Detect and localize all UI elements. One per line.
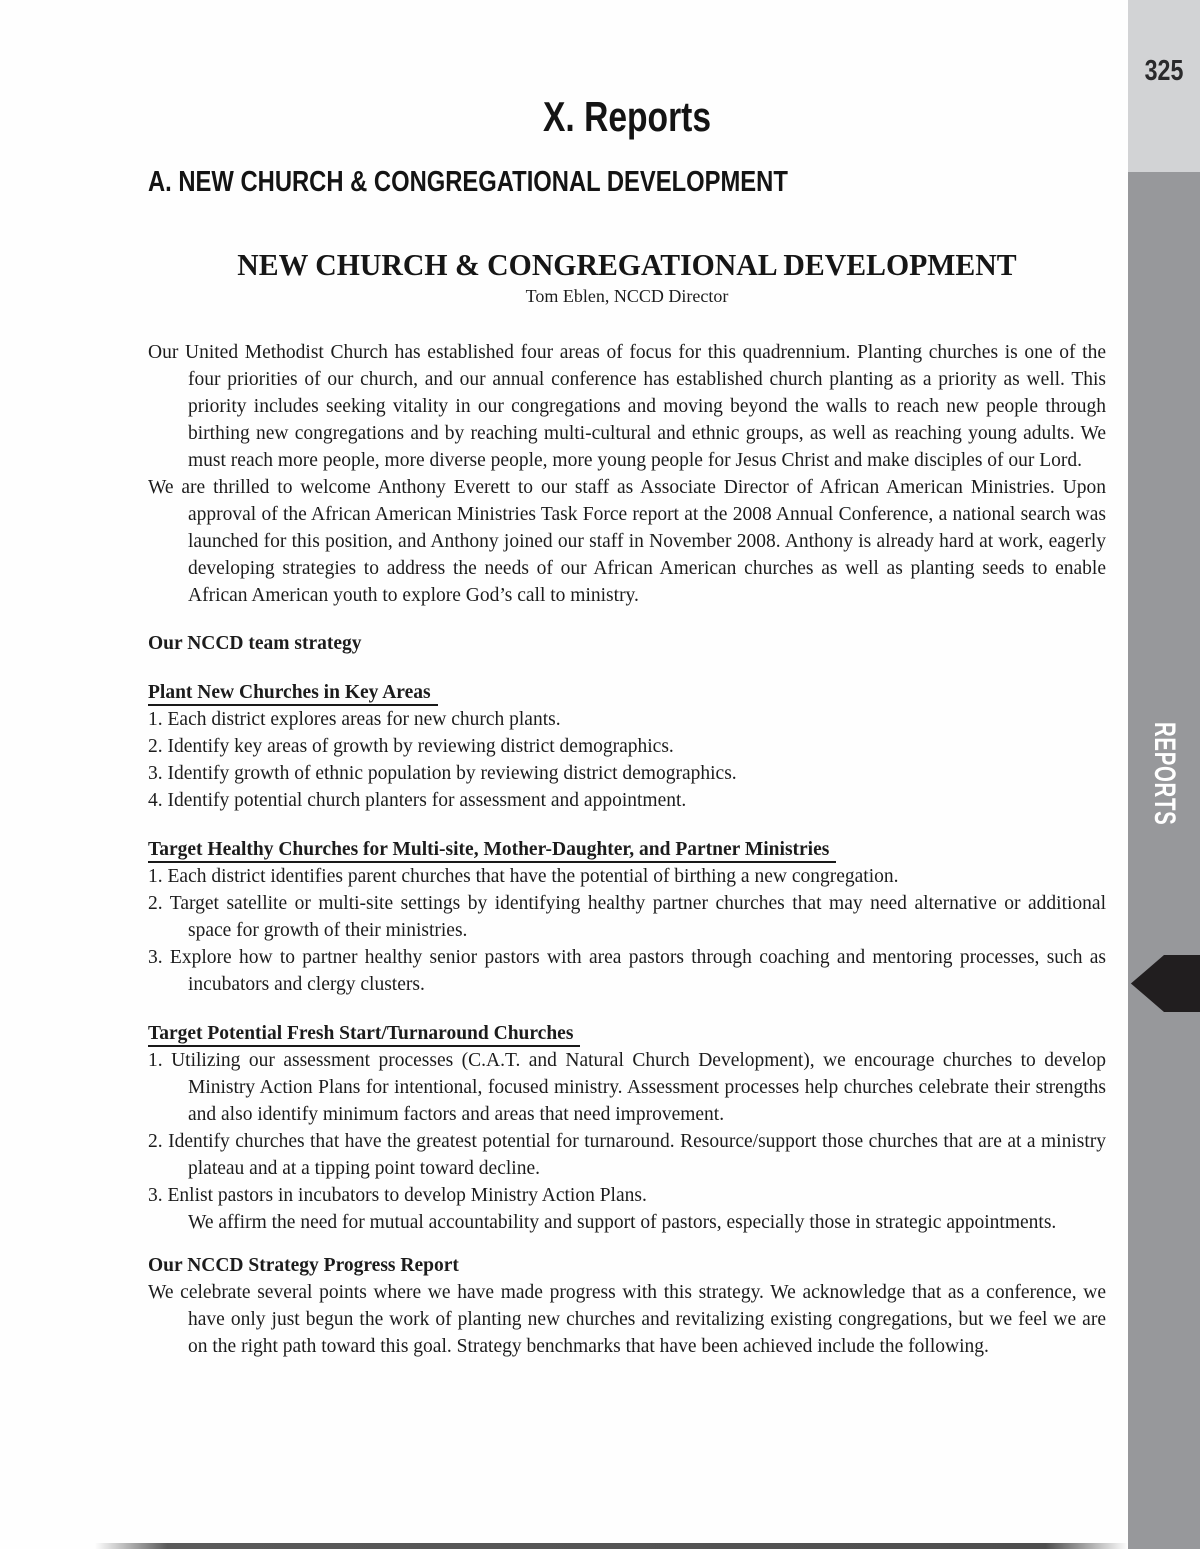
- list-item: 3. Identify growth of ethnic population by reviewing district demographics.: [148, 763, 737, 785]
- subsection-heading-text: Target Healthy Churches for Multi-site, Mother-Daughter, and Partner Ministries: [148, 839, 836, 863]
- left-arrow-icon: [1128, 955, 1200, 1012]
- list-item: 2. Identify churches that have the greatest potential for turnaround. Resource/support those churches that are at a ministry plateau and at a tipping point toward decline.: [148, 1131, 1106, 1180]
- subsection-heading-target-healthy-churches: [148, 836, 1106, 863]
- intro-paragraph-2: We are thrilled to welcome Anthony Everett to our staff as Associate Director of African American Ministries. Upon approval of the African American Ministries Task Force report at the 2008 Annual Conference, a national search was launched for this position, and Anthony joined our staff in November 2008. Anthony is already hard at work, eagerly developing strategies to address the needs of our African American churches as well as planting seeds to enable African American youth to explore God’s call to ministry.: [148, 477, 1106, 607]
- page-edge-tabs: [1128, 0, 1200, 1549]
- list-item: 1. Utilizing our assessment processes (C.A.T. and Natural Church Development), we encourage churches to develop Ministry Action Plans for intentional, focused ministry. Assessment processes help churches celebrate their strengths and also identify minimum factors and areas that need improvement.: [148, 1050, 1106, 1126]
- section-note: We affirm the need for mutual accountability and support of pastors, especially those in strategic appointments.: [188, 1212, 1057, 1234]
- subsection-heading-plant-new-churches: [148, 679, 1106, 706]
- list-item: 3. Enlist pastors in incubators to develop Ministry Action Plans.: [148, 1185, 647, 1207]
- list-item: 4. Identify potential church planters for assessment and appointment.: [148, 790, 687, 812]
- progress-paragraph: We celebrate several points where we have made progress with this strategy. We acknowledge that as a conference, we have only just begun the work of planting new churches and revitalizing existing congregations, but we feel we are on the right path toward this goal. Strategy benchmarks that have been achieved include the following.: [148, 1282, 1106, 1358]
- reports-section-tab: [1128, 172, 1200, 1549]
- report-title-text: NEW CHURCH & CONGREGATIONAL DEVELOPMENT: [237, 247, 1017, 282]
- reports-tab-label: REPORTS: [1148, 722, 1181, 826]
- strategy-heading: Our NCCD team strategy: [148, 633, 362, 655]
- page-bottom-shadow: [95, 1543, 1128, 1549]
- list-item: 2. Target satellite or multi-site settings by identifying healthy partner churches that may need alternative or additional space for growth of their ministries.: [148, 893, 1106, 942]
- list-item: 1. Each district explores areas for new church plants.: [148, 709, 561, 731]
- document-content: [148, 0, 1106, 1360]
- progress-report-heading: Our NCCD Strategy Progress Report: [148, 1255, 459, 1277]
- section-heading-a: [148, 168, 1106, 197]
- section-heading-a-text: A. NEW CHURCH & CONGREGATIONAL DEVELOPMENT: [148, 166, 788, 198]
- report-byline: Tom Eblen, NCCD Director: [525, 285, 729, 306]
- subsection-heading-fresh-start-turnaround: [148, 1020, 1106, 1047]
- page-title-text: X. Reports: [542, 93, 712, 140]
- list-item: 3. Explore how to partner healthy senior pastors with area pastors through coaching and mentoring processes, such as incubators and clergy clusters.: [148, 947, 1106, 996]
- page-title: [148, 93, 1106, 140]
- page-number: 325: [1144, 55, 1184, 87]
- intro-paragraph-1: Our United Methodist Church has established four areas of focus for this quadrennium. Planting churches is one of the four priorities of our church, and our annual conference has established church planting as a priority as well. This priority includes seeking vitality in our congregations and moving beyond the walls to reach new people through birthing new congregations and by reaching multi-cultural and ethnic groups, as well as reaching young adults. We must reach more people, more diverse people, more young people for Jesus Christ and make disciples of our Lord.: [148, 342, 1106, 472]
- subsection-heading-text: Plant New Churches in Key Areas: [148, 682, 438, 706]
- list-item: 1. Each district identifies parent churches that have the potential of birthing a new congregation.: [148, 866, 899, 888]
- subsection-heading-text: Target Potential Fresh Start/Turnaround Churches: [148, 1023, 580, 1047]
- page-number-tab: [1128, 0, 1200, 172]
- report-title: [148, 249, 1106, 282]
- list-item: 2. Identify key areas of growth by reviewing district demographics.: [148, 736, 674, 758]
